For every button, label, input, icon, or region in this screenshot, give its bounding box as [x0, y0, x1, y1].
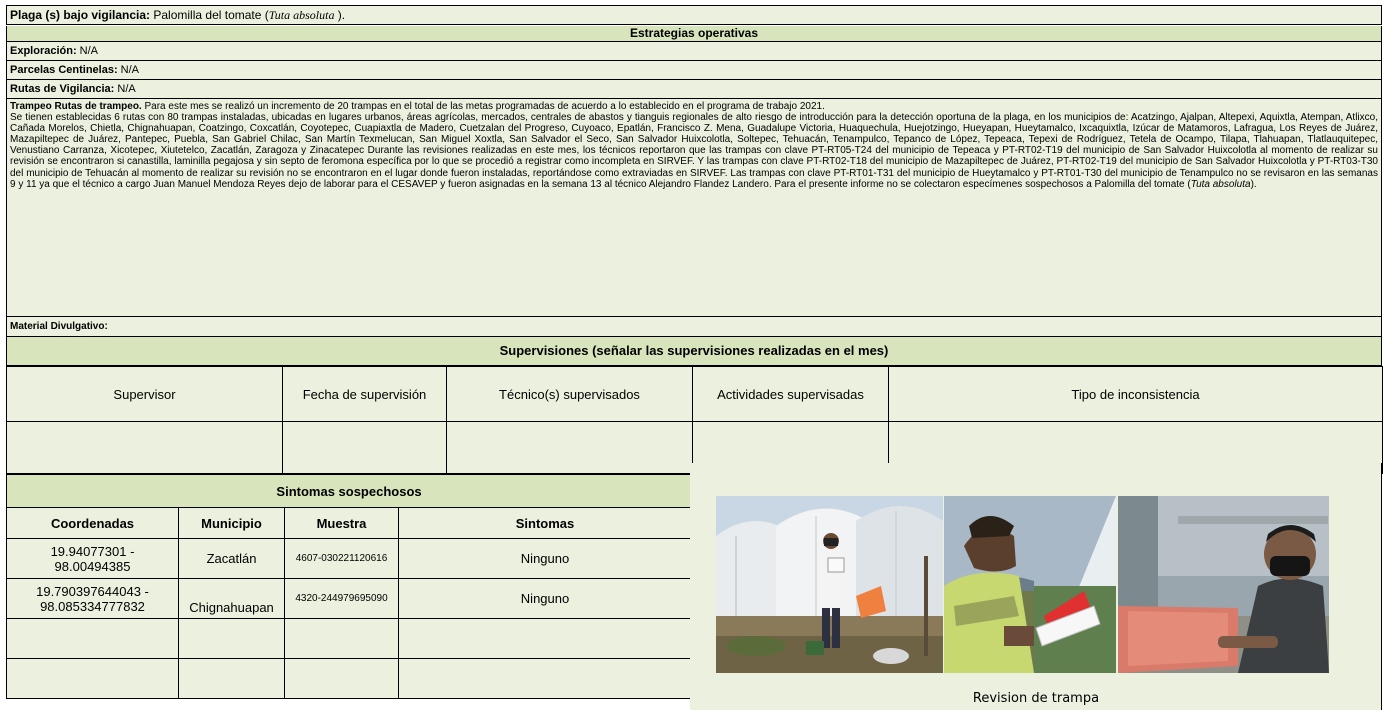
coordenadas-cell: 19.790397644043 - 98.085334777832 [7, 579, 179, 619]
header-supervisor: Supervisor [7, 367, 283, 422]
rutas-row [6, 80, 1382, 99]
parcelas-value: N/A [117, 64, 140, 76]
photo-greenhouse-inspection [716, 496, 943, 673]
empty-cell [7, 422, 283, 474]
table-row [7, 539, 692, 579]
empty-cell [179, 659, 285, 699]
material-row [6, 317, 1382, 337]
header-municipio: Municipio [179, 508, 285, 539]
parcelas-row [6, 61, 1382, 80]
plaga-value-prefix: Palomilla del tomate ( [150, 8, 269, 22]
exploracion-value: N/A [76, 45, 99, 57]
header-fecha: Fecha de supervisión [283, 367, 447, 422]
header-coordenadas: Coordenadas [7, 508, 179, 539]
empty-cell [285, 619, 399, 659]
plaga-row [6, 5, 1382, 25]
header-sintomas: Sintomas [399, 508, 692, 539]
empty-cell [283, 422, 447, 474]
photo-masked-technician [1118, 496, 1329, 673]
trampeo-body: Se tienen establecidas 6 rutas con 80 trampas instaladas, ubicadas en lugares urbanos, áreas agrícolas, mercados, centrales de abastos y tianguis regionales de alto riesgo de introducción para la detección oportuna de la plaga, en los municipios de: Acatzingo, Ajalpan, Altepexi, Aquixtla, Atempan, Atlixco, Cañada Morelos, Chietla, Chignahuapan, Coatzingo, Coxcatlán, Coyotepec, Cuapiaxtla de Madero, Cuetzalan del Progreso, Cuyoaco, Epatlán, Francisco Z. Mena, Guadalupe Victoria, Huaquechula, Huejotzingo, Hueyapan, Hueytamalco, Ixcaquixtla, Izúcar de Matamoros, Lafragua, Los Reyes de Juárez, Mazapiltepec de Juárez, Pantepec, Puebla, San Gabriel Chilac, San Martín Texmelucan, San Miguel Xoxtla, San Salvador el Seco, San Salvador Huixcolotla, Soltepec, Tehuacán, Tenampulco, Tepanco de López, Tepeaca, Tepexi de Rodríguez, Tetela de Ocampo, Tilapa, Tlahuapan, Tlatlauquitepec, Venustiano Carranza, Xicotepec, Xiutetelco, Zacatlán, Zaragoza y Zinacatepec Durante las revisiones realizadas en este mes, los técnicos reportaron que las trampas con clave PT-RT05-T24 del municipio de Tepeaca y PT-RT02-T19 del municipio de San Salvador Huixcolotla al momento de realizar su revisión se encontraron si canastilla, laminilla pegajosa y sin septo de feromona específica por lo que se procedió a registrar como incompleta en SIRVEF. Y las trampas con clave PT-RT02-T18 del municipio de Mazapiltepec de Juárez, PT-RT02-T19 del municipio de San Salvador Huixcolotla y PT-RT03-T30 del municipio de Tehuacán al momento de realizar su revisión no se encontraron en el lugar donde fueron instaladas, reportándose como extraviadas en SIRVEF. Las trampas con clave PT-RT01-T31 del municipio de Hueytamalco y PT-RT01-T30 del municipio de Tenampulco no se revisaron en las semanas 9 y 11 ya que el técnico a cargo Juan Manuel Mendoza Reyes dejo de laborar para el CESAVEP y fueron asignadas en la semana 13 al técnico Alejandro Flandez Landero. Para el presente informe no se colectaron especímenes sospechosos a Palomilla del tomate ( [10, 112, 1378, 190]
empty-cell [399, 659, 692, 699]
header-tecnicos: Técnico(s) supervisados [447, 367, 693, 422]
estrategias-title: Estrategias operativas [6, 26, 1382, 42]
trampeo-intro-paragraph [10, 101, 1378, 112]
supervisiones-table [6, 366, 1383, 474]
trampeo-label: Trampeo Rutas de trampeo. [10, 101, 142, 112]
header-inconsistencia: Tipo de inconsistencia [889, 367, 1383, 422]
photos-panel [690, 463, 1382, 710]
empty-cell [447, 422, 693, 474]
empty-cell [7, 659, 179, 699]
header-muestra: Muestra [285, 508, 399, 539]
rutas-label: Rutas de Vigilancia: [10, 83, 115, 95]
sintomas-cell: Ninguno [399, 579, 692, 619]
parcelas-label: Parcelas Centinelas: [10, 64, 118, 76]
municipio-cell: Chignahuapan [179, 579, 285, 619]
trampeo-block [6, 99, 1382, 317]
empty-cell [179, 619, 285, 659]
sintomas-cell: Ninguno [399, 539, 692, 579]
table-row [7, 659, 692, 699]
empty-cell [399, 619, 692, 659]
supervisiones-title: Supervisiones (señalar las supervisiones realizadas en el mes) [6, 337, 1382, 366]
sintomas-header-row [7, 508, 692, 539]
plaga-value-suffix: ). [334, 8, 346, 22]
exploracion-row [6, 42, 1382, 61]
sintomas-table [6, 474, 692, 699]
trampeo-end: ). [1250, 178, 1257, 190]
header-actividades: Actividades supervisadas [693, 367, 889, 422]
sintomas-title: Sintomas sospechosos [7, 475, 692, 508]
empty-cell [285, 659, 399, 699]
table-row [7, 619, 692, 659]
empty-cell [7, 619, 179, 659]
photos-caption: Revision de trampa [972, 691, 1100, 706]
trampeo-body-paragraph [10, 112, 1378, 190]
plaga-label: Plaga (s) bajo vigilancia: [10, 8, 151, 22]
supervisiones-header-row [7, 367, 1383, 422]
muestra-cell: 4320-244979695090 [285, 579, 399, 619]
trampeo-intro: Para este mes se realizó un incremento de 20 trampas en el total de las metas programadas de acuerdo a lo establecido en el programa de trabajo 2021. [141, 101, 825, 112]
trampeo-species: Tuta absoluta [1190, 178, 1251, 190]
exploracion-label: Exploración: [10, 45, 77, 57]
sintomas-title-row [7, 475, 692, 508]
coordenadas-cell: 19.94077301 - 98.00494385 [7, 539, 179, 579]
rutas-value: N/A [114, 83, 136, 95]
plaga-species: Tuta absoluta [268, 8, 335, 22]
photo-sticky-card-check [944, 496, 1116, 673]
muestra-cell: 4607-030221120616 [285, 539, 399, 579]
municipio-cell: Zacatlán [179, 539, 285, 579]
material-label: Material Divulgativo: [10, 321, 108, 332]
table-row [7, 579, 692, 619]
